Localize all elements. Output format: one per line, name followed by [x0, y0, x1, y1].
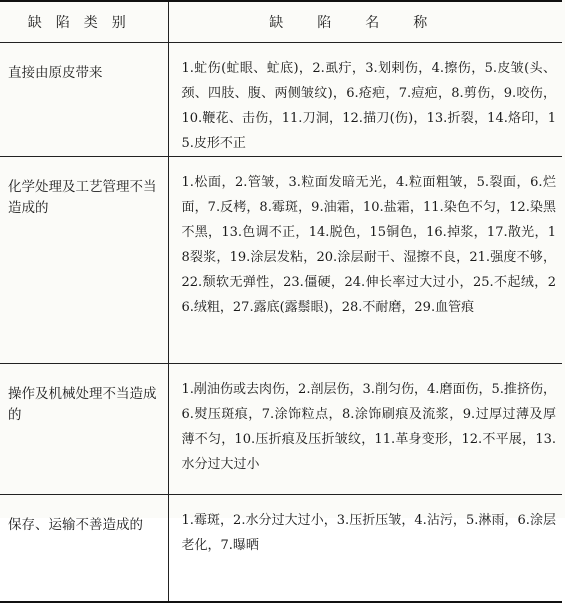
- table-row: [0, 157, 562, 364]
- category-cell: 操作及机械处理不当造成的: [0, 364, 168, 495]
- header-category: 缺陷类别: [0, 1, 168, 43]
- category-cell: 保存、运输不善造成的: [0, 495, 168, 603]
- table-row: [0, 495, 562, 603]
- defects-cell: 1.霉斑，2.水分过大过小，3.压折压皱，4.沾污，5.淋雨，6.涂层老化，7.曝晒: [168, 495, 562, 603]
- category-cell: 直接由原皮带来: [0, 43, 168, 157]
- table-row: [0, 364, 562, 495]
- defects-cell: 1.虻伤(虻眼、虻底)，2.虱疔，3.划剌伤，4.擦伤，5.皮皱(头、颈、四肢、腹、两侧皱纹)，6.疮疤，7.痘疤，8.剪伤，9.咬伤，10.鞭花、击伤，11.刀洞，12.描刀(伤)，13.折裂，14.烙印，15.皮形不正: [168, 43, 562, 157]
- header-defect-names: 缺陷名称: [168, 1, 562, 43]
- table-row: [0, 43, 562, 157]
- defects-cell: 1.松面，2.管皱，3.粒面发暗无光，4.粒面粗皱，5.裂面，6.烂面，7.反栲，8.霉斑，9.油霜，10.盐霜，11.染色不匀，12.染黑不黑，13.色调不正，14.脱色，15铜色，16.掉浆，17.散光，18裂浆，19.涂层发粘，20.涂层耐干、湿擦不良，21.强度不够，22.颓软无弹性，23.僵硬，24.伸长率过大过小，25.不起绒，26.绒粗，27.露底(露鬃眼)，28.不耐磨，29.血管痕: [168, 157, 562, 364]
- header-row: [0, 1, 562, 43]
- category-cell: 化学处理及工艺管理不当造成的: [0, 157, 168, 364]
- defects-cell: 1.剐油伤或去肉伤，2.剖层伤，3.削匀伤，4.磨面伤，5.推挤伤，6.熨压斑痕，7.涂饰粒点，8.涂饰刷痕及流浆，9.过厚过薄及厚薄不匀，10.压折痕及压折皱纹，11.革身变形，12.不平展，13.水分过大过小: [168, 364, 562, 495]
